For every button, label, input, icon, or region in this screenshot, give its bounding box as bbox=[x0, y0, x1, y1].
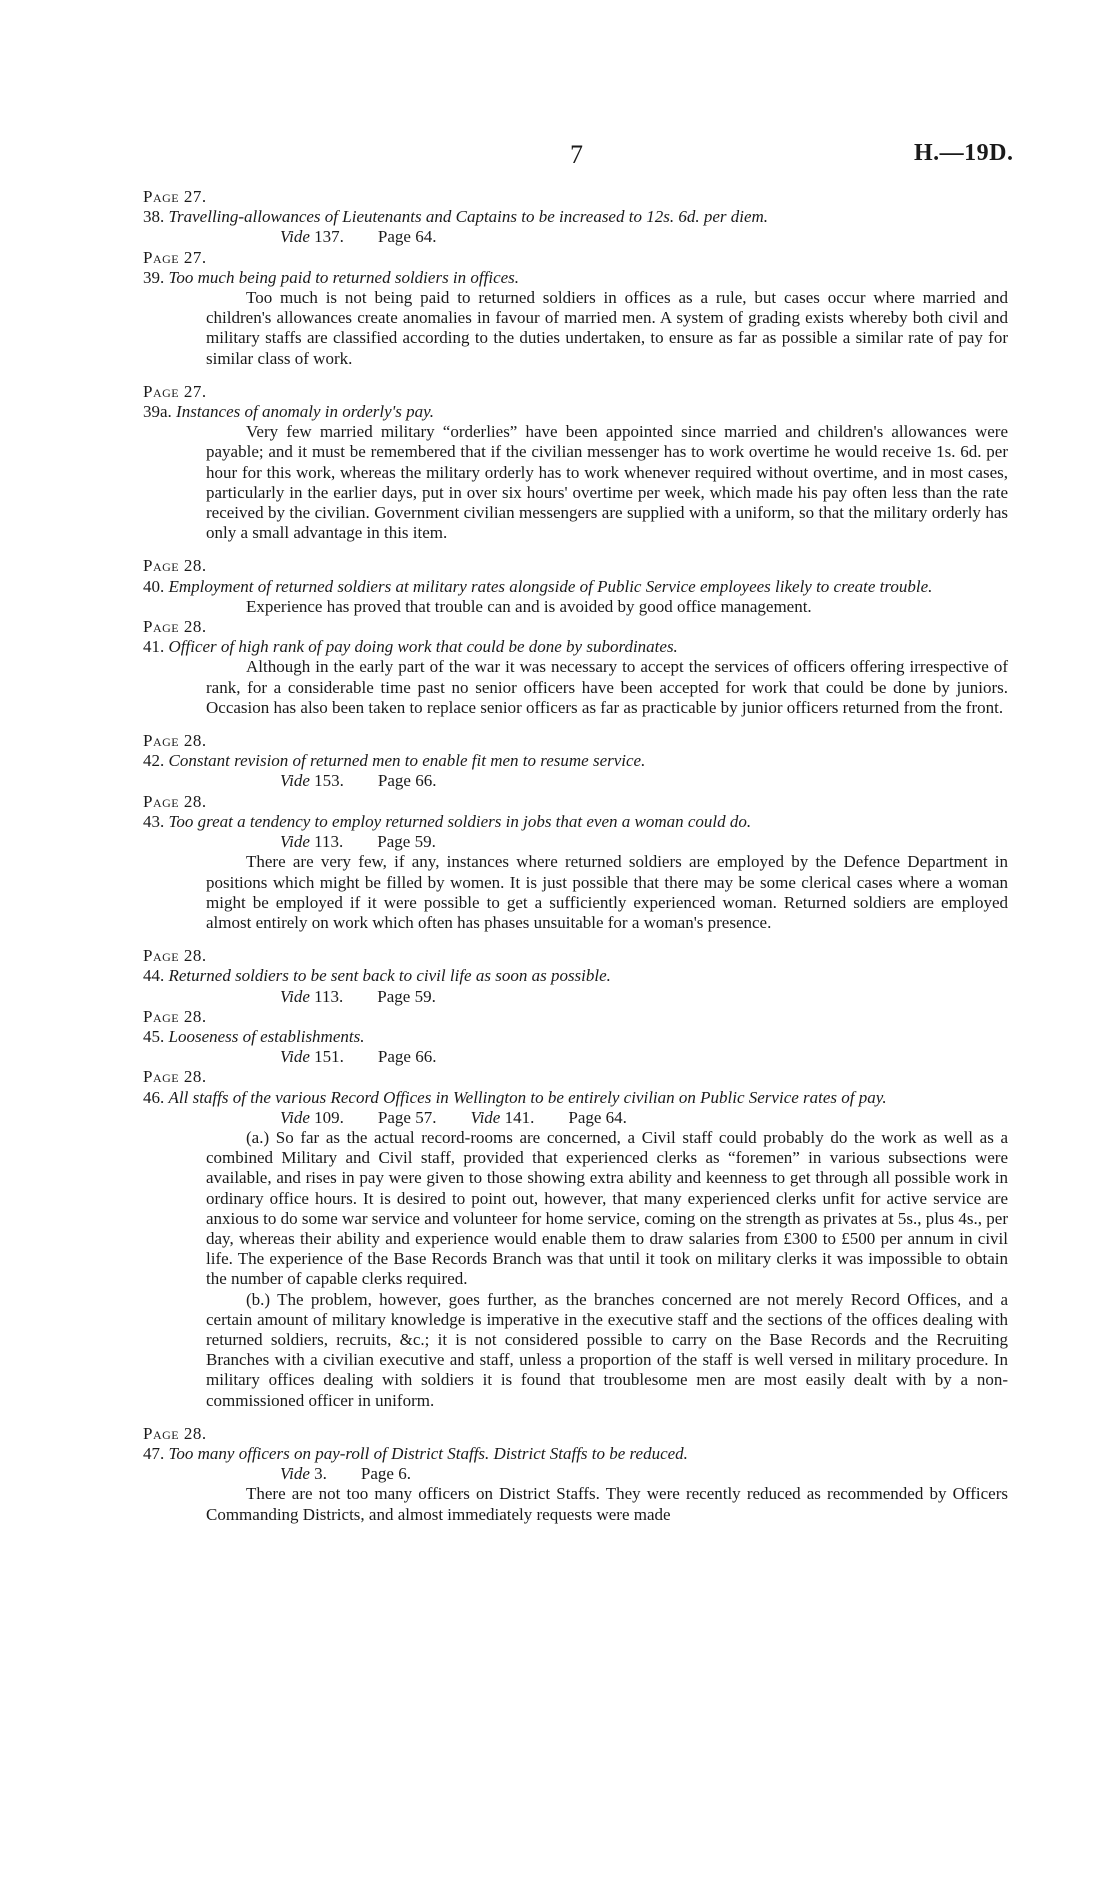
entry-45 bbox=[143, 1007, 1008, 1068]
vide-word: Vide bbox=[280, 1107, 310, 1127]
entry-38 bbox=[143, 187, 1008, 248]
entry-number: 39a. bbox=[143, 402, 172, 422]
vide-word: Vide bbox=[470, 1107, 501, 1127]
vide-number: 113. bbox=[314, 986, 344, 1006]
entry-title bbox=[143, 751, 1008, 771]
vide-page: Page 59. bbox=[377, 986, 436, 1006]
entry-number: 42. bbox=[143, 751, 165, 771]
entry-heading: All staffs of the various Record Offices in Wellington to be entirely civilian on Public Service rates of pay. bbox=[168, 1087, 887, 1107]
entry-46 bbox=[143, 1067, 1008, 1410]
entry-41 bbox=[143, 617, 1008, 718]
entry-paragraph: Too much is not being paid to returned soldiers in offices as a rule, but cases occur where married and children's allowances create anomalies in favour of married men. A system of grading exists whereby both civil and military staffs are classified according to the duties undertaken, to ensure as far as possible a similar rate of pay for similar class of work. bbox=[206, 288, 1008, 368]
page-reference: Page 27. bbox=[143, 187, 207, 206]
entry-heading: Instances of anomaly in orderly's pay. bbox=[176, 402, 435, 422]
vide-page: Page 66. bbox=[377, 771, 437, 791]
page-reference: Page 28. bbox=[143, 556, 207, 576]
vide-word: Vide bbox=[280, 227, 310, 247]
vide-page: Page 66. bbox=[377, 1047, 437, 1067]
vide-page: Page 64. bbox=[377, 227, 437, 247]
entry-number: 46. bbox=[143, 1087, 165, 1107]
entry-heading: Too many officers on pay-roll of District Staffs. District Staffs to be reduced. bbox=[168, 1443, 688, 1463]
page-reference: Page 28. bbox=[143, 946, 207, 966]
page-reference: Page 28. bbox=[143, 1067, 207, 1087]
vide-number: 113. bbox=[314, 832, 344, 852]
entry-number: 43. bbox=[143, 811, 165, 831]
vide-word: Vide bbox=[280, 771, 310, 791]
entry-paragraph: There are very few, if any, instances where returned soldiers are employed by the Defence Department in positions which might be filled by women. It is just possible that there may be some clerical cases where a woman might be employed if it were possible to get a sufficiently experienced woman. Returned soldiers are employed almost entirely on work which often has phases unsuitable for a woman's presence. bbox=[206, 852, 1008, 932]
vide-word: Vide bbox=[280, 1464, 310, 1484]
entry-number: 45. bbox=[143, 1026, 165, 1046]
page-reference: Page 28. bbox=[143, 617, 207, 637]
entry-title bbox=[143, 1088, 1008, 1108]
vide-page: Page 6. bbox=[360, 1464, 411, 1484]
entry-heading: Travelling-allowances of Lieutenants and Captains to be increased to 12s. 6d. per diem. bbox=[168, 207, 769, 227]
entry-paragraph: Although in the early part of the war it was necessary to accept the services of officers offering irrespective of rank, for a considerable time past no senior officers have been accepted for work that could be done by juniors. Occasion has also been taken to replace senior officers as far as practicable by junior officers returned from the front. bbox=[206, 657, 1008, 717]
entry-paragraph: Very few married military “orderlies” have been appointed since married and children's allowances were payable; and it must be remembered that if the civilian messenger has to work overtime he would receive 1s. 6d. per hour for this work, whereas the military orderly has to work whenever required without overtime, and in most cases, particularly in the earlier days, put in over six hours' overtime per week, which made his pay often less than the rate received by the civilian. Government civilian messengers are supplied with a uniform, so that the military orderly has only a small advantage in this item. bbox=[206, 422, 1008, 543]
vide-word: Vide bbox=[280, 986, 310, 1006]
vide-reference bbox=[143, 987, 1008, 1007]
vide-word: Vide bbox=[280, 832, 310, 852]
entry-number: 41. bbox=[143, 637, 165, 657]
page-reference: Page 28. bbox=[143, 1006, 207, 1026]
vide-number: 109. bbox=[314, 1107, 344, 1127]
entry-title bbox=[143, 966, 1008, 986]
vide-reference bbox=[143, 1108, 1008, 1128]
vide-number: 141. bbox=[504, 1107, 535, 1127]
entry-heading: Constant revision of returned men to enable fit men to resume service. bbox=[168, 751, 646, 771]
entry-title bbox=[143, 637, 1008, 657]
page-reference: Page 28. bbox=[143, 731, 207, 751]
vide-page: Page 64. bbox=[568, 1107, 627, 1127]
entry-paragraph: (b.) The problem, however, goes further, as the branches concerned are not merely Record Offices, and a certain amount of military knowledge is imperative in the executive staff and the sections of the offices dealing with returned soldiers, recruits, &c.; it is not considered possible to carry on the Base Records and the Recruiting Branches with a civilian executive and staff, unless a proportion of the staff is well versed in military procedure. In military offices dealing with soldiers it is found that troublesome men are most easily dealt with by a non-commissioned officer in uniform. bbox=[206, 1289, 1008, 1410]
page-reference: Page 28. bbox=[143, 1423, 207, 1443]
vide-page: Page 57. bbox=[377, 1107, 437, 1127]
document-body bbox=[143, 187, 1008, 1525]
entry-heading: Officer of high rank of pay doing work that could be done by subordinates. bbox=[168, 637, 678, 657]
entry-paragraph: There are not too many officers on District Staffs. They were recently reduced as recommended by Officers Commanding Districts, and almost immediately requests were made bbox=[206, 1484, 1008, 1524]
entry-title bbox=[143, 207, 1008, 227]
entry-number: 39. bbox=[143, 267, 165, 287]
vide-reference bbox=[143, 1047, 1008, 1067]
entry-title bbox=[143, 1027, 1008, 1047]
entry-number: 40. bbox=[143, 576, 165, 596]
vide-reference bbox=[143, 771, 1008, 791]
vide-word: Vide bbox=[280, 1047, 310, 1067]
entry-number: 44. bbox=[143, 966, 165, 986]
entry-39 bbox=[143, 248, 1008, 369]
page-reference: Page 27. bbox=[143, 381, 207, 401]
entry-heading: Returned soldiers to be sent back to civil life as soon as possible. bbox=[168, 966, 611, 986]
entry-number: 47. bbox=[143, 1443, 165, 1463]
entry-44 bbox=[143, 946, 1008, 1007]
entry-title bbox=[143, 577, 1008, 597]
entry-title bbox=[143, 1444, 1008, 1464]
vide-number: 137. bbox=[314, 227, 344, 247]
entry-title bbox=[143, 812, 1008, 832]
entry-heading: Too great a tendency to employ returned soldiers in jobs that even a woman could do. bbox=[168, 811, 752, 831]
entry-title bbox=[143, 402, 1008, 422]
vide-reference bbox=[143, 227, 1008, 247]
entry-title bbox=[143, 268, 1008, 288]
vide-number: 3. bbox=[314, 1464, 327, 1484]
vide-number: 153. bbox=[314, 771, 344, 791]
page-reference: Page 28. bbox=[143, 791, 207, 811]
entry-43 bbox=[143, 792, 1008, 933]
vide-reference bbox=[143, 832, 1008, 852]
entry-heading: Looseness of establishments. bbox=[168, 1026, 365, 1046]
entry-42 bbox=[143, 731, 1008, 792]
vide-reference bbox=[143, 1464, 1008, 1484]
entry-47 bbox=[143, 1424, 1008, 1525]
entry-39a bbox=[143, 382, 1008, 544]
entry-paragraph: (a.) So far as the actual record-rooms are concerned, a Civil staff could probably do the work as well as a combined Military and Civil staff, provided that experienced clerks as “foremen” in various subsections were available, and rises in pay were given to those showing extra ability and keenness to get through all possible work in ordinary office hours. It is desired to point out, however, that many experienced clerks unfit for active service are anxious to do some war service and volunteer for home service, coming on the strength as privates at 5s., plus 4s., per day, whereas their ability and experience would enable them to draw salaries from £300 to £500 per annum in civil life. The experience of the Base Records Branch was that until it took on military clerks it was impossible to obtain the number of capable clerks required. bbox=[206, 1127, 1008, 1289]
entry-heading: Employment of returned soldiers at military rates alongside of Public Service employees likely to create trouble. bbox=[168, 576, 933, 596]
vide-page: Page 59. bbox=[377, 832, 436, 852]
entry-heading: Too much being paid to returned soldiers in offices. bbox=[168, 267, 520, 287]
vide-number: 151. bbox=[314, 1047, 344, 1067]
entry-40 bbox=[143, 556, 1008, 617]
page-header bbox=[0, 140, 1114, 180]
entry-paragraph: Experience has proved that trouble can and is avoided by good office management. bbox=[246, 596, 812, 616]
document-code: H.—19D. bbox=[914, 140, 1014, 166]
entry-number: 38. bbox=[143, 207, 165, 227]
page-reference: Page 27. bbox=[143, 247, 207, 267]
page-number: 7 bbox=[570, 140, 583, 169]
